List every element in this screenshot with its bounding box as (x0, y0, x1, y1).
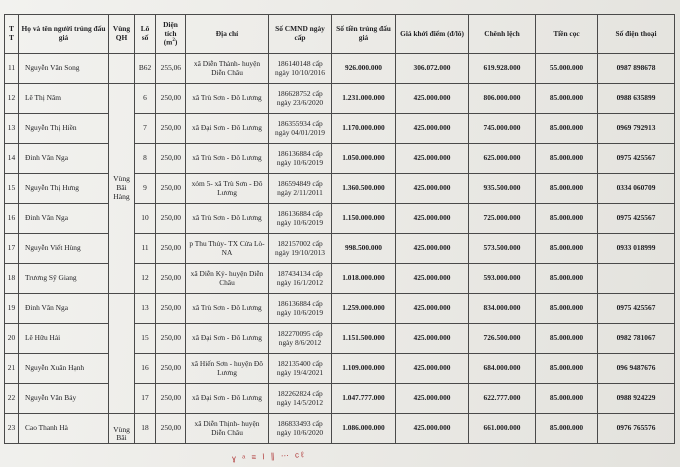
winning-price: 1.109.000.000 (332, 354, 396, 384)
table-row (5, 144, 675, 174)
row-number: 22 (5, 384, 19, 414)
lot-number: 17 (135, 384, 156, 414)
start-price: 425.000.000 (396, 114, 469, 144)
deposit: 85.000.000 (536, 84, 598, 114)
difference: 625.000.000 (469, 144, 536, 174)
winning-price: 1.050.000.000 (332, 144, 396, 174)
table-row (5, 414, 675, 444)
address: xã Trù Sơn - Đô Lương (186, 294, 269, 324)
area: 250,00 (156, 174, 186, 204)
phone: 0976 765576 (598, 414, 675, 444)
row-number: 18 (5, 264, 19, 294)
start-price: 425.000.000 (396, 234, 469, 264)
id-card: 186136884 cấp ngày 10/6/2019 (269, 204, 332, 234)
lot-number: 9 (135, 174, 156, 204)
address: xã Đại Sơn - Đô Lương (186, 114, 269, 144)
header-start-price: Giá khởi điểm (đ/lô) (396, 15, 469, 54)
id-card: 186136884 cấp ngày 10/6/2019 (269, 144, 332, 174)
header-winning-price: Số tiền trúng đấu giá (332, 15, 396, 54)
deposit: 85.000.000 (536, 234, 598, 264)
person-name: Nguyễn Thị Hưng (19, 174, 109, 204)
person-name: Cao Thanh Hà (19, 414, 109, 444)
area: 255,06 (156, 54, 186, 84)
area: 250,00 (156, 234, 186, 264)
start-price: 425.000.000 (396, 414, 469, 444)
deposit: 55.000.000 (536, 54, 598, 84)
difference: 834.000.000 (469, 294, 536, 324)
row-number: 14 (5, 144, 19, 174)
winning-price: 1.231.000.000 (332, 84, 396, 114)
area: 250,00 (156, 384, 186, 414)
deposit: 85.000.000 (536, 294, 598, 324)
start-price: 425.000.000 (396, 354, 469, 384)
difference: 726.500.000 (469, 324, 536, 354)
phone: 0975 425567 (598, 294, 675, 324)
row-number: 19 (5, 294, 19, 324)
lot-number: 12 (135, 264, 156, 294)
lot-number: 8 (135, 144, 156, 174)
handwritten-mark: ɣ ᵃ ≡ ǀ ∥ ⋯ ᴄℓ (231, 450, 306, 463)
start-price: 425.000.000 (396, 84, 469, 114)
winning-price: 1.086.000.000 (332, 414, 396, 444)
id-card: 186355934 cấp ngày 04/01/2019 (269, 114, 332, 144)
phone: 0975 425567 (598, 144, 675, 174)
area: 250,00 (156, 414, 186, 444)
address: xã Diễn Kỷ- huyện Diễn Châu (186, 264, 269, 294)
header-name: Họ và tên người trúng đấu giá (19, 15, 109, 54)
id-card: 182135400 cấp ngày 19/4/2021 (269, 354, 332, 384)
table-row (5, 204, 675, 234)
difference: 935.500.000 (469, 174, 536, 204)
winning-price: 1.018.000.000 (332, 264, 396, 294)
person-name: Nguyễn Xuân Hạnh (19, 354, 109, 384)
difference: 684.000.000 (469, 354, 536, 384)
zone-label-bottom: Vùng Bãi (109, 414, 135, 444)
table-row (5, 174, 675, 204)
id-card: 182270095 cấp ngày 8/6/2012 (269, 324, 332, 354)
table-row (5, 84, 675, 114)
phone: 0969 792913 (598, 114, 675, 144)
difference: 661.000.000 (469, 414, 536, 444)
person-name: Lê Thị Nâm (19, 84, 109, 114)
start-price: 306.072.000 (396, 54, 469, 84)
lot-number: 10 (135, 204, 156, 234)
address: xã Diễn Thịnh- huyện Diễn Châu (186, 414, 269, 444)
address: xã Hiến Sơn - huyện Đô Lương (186, 354, 269, 384)
person-name: Đinh Văn Nga (19, 144, 109, 174)
id-card: 182157002 cấp ngày 19/10/2013 (269, 234, 332, 264)
address: xã Đại Sơn - Đô Lương (186, 324, 269, 354)
deposit: 85.000.000 (536, 354, 598, 384)
person-name: Nguyễn Văn Bảy (19, 384, 109, 414)
table-row (5, 54, 675, 84)
person-name: Đinh Văn Nga (19, 204, 109, 234)
difference: 745.000.000 (469, 114, 536, 144)
phone: 0334 060709 (598, 174, 675, 204)
row-number: 11 (5, 54, 19, 84)
deposit: 85.000.000 (536, 264, 598, 294)
lot-number: B62 (135, 54, 156, 84)
row-number: 15 (5, 174, 19, 204)
difference: 622.777.000 (469, 384, 536, 414)
row-number: 12 (5, 84, 19, 114)
header-phone: Số điện thoại (598, 15, 675, 54)
difference: 725.000.000 (469, 204, 536, 234)
difference: 573.500.000 (469, 234, 536, 264)
header-difference: Chênh lệch (469, 15, 536, 54)
row-number: 17 (5, 234, 19, 264)
person-name: Nguyễn Thị Hiền (19, 114, 109, 144)
area: 250,00 (156, 114, 186, 144)
id-card: 187434134 cấp ngày 16/1/2012 (269, 264, 332, 294)
header-id-card: Số CMND ngày cấp (269, 15, 332, 54)
phone (598, 264, 675, 294)
lot-number: 15 (135, 324, 156, 354)
person-name: Nguyễn Văn Song (19, 54, 109, 84)
table-header-row (5, 15, 675, 54)
table-row (5, 294, 675, 324)
person-name: Lê Hữu Hải (19, 324, 109, 354)
table-row (5, 114, 675, 144)
area: 250,00 (156, 294, 186, 324)
id-card: 186628752 cấp ngày 23/6/2020 (269, 84, 332, 114)
deposit: 85.000.000 (536, 324, 598, 354)
person-name: Đinh Văn Nga (19, 294, 109, 324)
difference: 806.000.000 (469, 84, 536, 114)
deposit: 85.000.000 (536, 414, 598, 444)
start-price: 425.000.000 (396, 264, 469, 294)
table-row (5, 384, 675, 414)
deposit: 85.000.000 (536, 144, 598, 174)
lot-number: 13 (135, 294, 156, 324)
id-card: 186833493 cấp ngày 10/6/2020 (269, 414, 332, 444)
header-tt: T T (5, 15, 19, 54)
id-card: 186594849 cấp ngày 2/11/2011 (269, 174, 332, 204)
auction-results-table (4, 14, 675, 444)
header-deposit: Tiền cọc (536, 15, 598, 54)
start-price: 425.000.000 (396, 204, 469, 234)
winning-price: 1.259.000.000 (332, 294, 396, 324)
winning-price: 1.047.777.000 (332, 384, 396, 414)
id-card: 186136884 cấp ngày 10/6/2019 (269, 294, 332, 324)
header-address: Địa chỉ (186, 15, 269, 54)
phone: 0982 781067 (598, 324, 675, 354)
zone-label: Vùng Bãi Hàng (109, 84, 135, 294)
address: xã Trù Sơn - Đô Lương (186, 204, 269, 234)
phone: 096 9487676 (598, 354, 675, 384)
area: 250,00 (156, 204, 186, 234)
row-number: 21 (5, 354, 19, 384)
lot-number: 11 (135, 234, 156, 264)
phone: 0933 018999 (598, 234, 675, 264)
header-area: Diện tích $(m^2)$ (156, 15, 186, 54)
lot-number: 6 (135, 84, 156, 114)
winning-price: 1.360.500.000 (332, 174, 396, 204)
area: 250,00 (156, 324, 186, 354)
winning-price: 1.170.000.000 (332, 114, 396, 144)
address: p Thu Thủy- TX Cửa Lò- NA (186, 234, 269, 264)
header-lot: Lô số (135, 15, 156, 54)
lot-number: 18 (135, 414, 156, 444)
deposit: 85.000.000 (536, 174, 598, 204)
table-row (5, 264, 675, 294)
area: 250,00 (156, 84, 186, 114)
person-name: Trương Sỹ Giang (19, 264, 109, 294)
area: 250,00 (156, 144, 186, 174)
zone-empty-cell (109, 294, 135, 414)
start-price: 425.000.000 (396, 324, 469, 354)
lot-number: 7 (135, 114, 156, 144)
deposit: 85.000.000 (536, 204, 598, 234)
zone-empty-cell (109, 54, 135, 84)
address: xã Trù Sơn - Đô Lương (186, 84, 269, 114)
table-row (5, 324, 675, 354)
winning-price: 998.500.000 (332, 234, 396, 264)
phone: 0987 898678 (598, 54, 675, 84)
address: xã Đại Sơn - Đô Lương (186, 384, 269, 414)
phone: 0988 635899 (598, 84, 675, 114)
phone: 0988 924229 (598, 384, 675, 414)
start-price: 425.000.000 (396, 144, 469, 174)
table-row (5, 354, 675, 384)
row-number: 20 (5, 324, 19, 354)
winning-price: 1.151.500.000 (332, 324, 396, 354)
lot-number: 16 (135, 354, 156, 384)
phone: 0975 425567 (598, 204, 675, 234)
area: 250,00 (156, 264, 186, 294)
start-price: 425.000.000 (396, 174, 469, 204)
header-zone: Vùng QH (109, 15, 135, 54)
address: xã Diễn Thành- huyện Diễn Châu (186, 54, 269, 84)
person-name: Nguyễn Viết Hùng (19, 234, 109, 264)
deposit: 85.000.000 (536, 384, 598, 414)
difference: 619.928.000 (469, 54, 536, 84)
id-card: 182262824 cấp ngày 14/5/2012 (269, 384, 332, 414)
winning-price: 1.150.000.000 (332, 204, 396, 234)
area: 250,00 (156, 354, 186, 384)
difference: 593.000.000 (469, 264, 536, 294)
id-card: 186140148 cấp ngày 10/10/2016 (269, 54, 332, 84)
start-price: 425.000.000 (396, 384, 469, 414)
winning-price: 926.000.000 (332, 54, 396, 84)
start-price: 425.000.000 (396, 294, 469, 324)
row-number: 16 (5, 204, 19, 234)
row-number: 13 (5, 114, 19, 144)
address: xóm 5- xã Trù Sơn - Đô Lương (186, 174, 269, 204)
deposit: 85.000.000 (536, 114, 598, 144)
table-row (5, 234, 675, 264)
address: xã Trù Sơn - Đô Lương (186, 144, 269, 174)
row-number: 23 (5, 414, 19, 444)
